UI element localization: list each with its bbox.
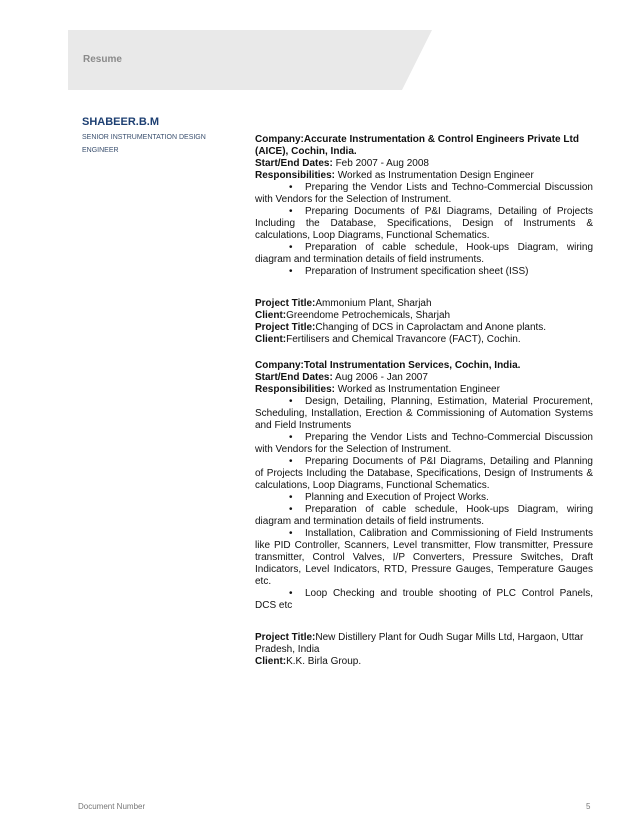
list-item: • Preparation of Instrument specification sheet (ISS) (289, 266, 529, 277)
experience-column (255, 134, 593, 668)
list-item: • Preparation of cable schedule, Hook-ups Diagram, wiring diagram and termination details of field instruments. (255, 242, 593, 265)
list-item: • Installation, Calibration and Commissioning of Field Instruments like PID Controller, Scanners, Level transmitter, Flow transmitter, Pressure transmitter, Control Valves, I/P Converters, Pressure Switches, Draft Indicators, Level Indicators, RTD, Pressure Gauges, Temperature Gauges etc. (255, 528, 593, 587)
job1-dates: Start/End Dates: Feb 2007 - Aug 2008 (255, 158, 429, 169)
footer-page-number: 5 (586, 802, 591, 811)
footer-document-number: Document Number (78, 802, 146, 811)
job1-bullet-list (255, 182, 593, 278)
list-item: • Loop Checking and trouble shooting of PLC Control Panels, DCS etc (255, 588, 593, 611)
list-item: • Design, Detailing, Planning, Estimation, Material Procurement, Scheduling, Installation, Erection & Commissioning of Automation Systems and Field Instruments (255, 396, 593, 431)
banner-title: Resume (83, 54, 122, 65)
job2-dates: Start/End Dates: Aug 2006 - Jan 2007 (255, 372, 428, 383)
list-item: • Preparing the Vendor Lists and Techno-Commercial Discussion with Vendors for the Selection of Instrument. (255, 432, 593, 455)
job1-project1-title: Project Title:Ammonium Plant, Sharjah (255, 298, 432, 309)
resume-banner (68, 30, 432, 90)
job1-project2-client: Client:Fertilisers and Chemical Travancore (FACT), Cochin. (255, 334, 521, 345)
list-item: • Preparing Documents of P&I Diagrams, Detailing and Planning of Projects Including the Database, Specifications, Design of Instruments & calculations, Loop Diagrams, Functional Schematics. (255, 456, 593, 491)
candidate-role: SENIOR INSTRUMENTATION DESIGN ENGINEER (82, 134, 206, 154)
job1-project2-title: Project Title:Changing of DCS in Caprolactam and Anone plants. (255, 322, 547, 333)
list-item: • Planning and Execution of Project Works. (289, 492, 489, 503)
list-item: • Preparing the Vendor Lists and Techno-Commercial Discussion with Vendors for the Selection of Instrument. (255, 182, 593, 205)
list-item: • Preparation of cable schedule, Hook-ups Diagram, wiring diagram and termination details of field instruments. (255, 504, 593, 527)
job2-responsibilities: Responsibilities: Worked as Instrumentation Engineer (255, 384, 500, 395)
job1-responsibilities: Responsibilities: Worked as Instrumentation Design Engineer (255, 170, 534, 181)
candidate-name: SHABEER.B.M (82, 116, 160, 128)
job2-bullet-list (255, 396, 593, 612)
job2-project-title: Project Title:New Distillery Plant for Oudh Sugar Mills Ltd, Hargaon, Uttar Pradesh, India (255, 632, 584, 655)
job1-company: Company:Accurate Instrumentation & Control Engineers Private Ltd (AICE), Cochin, India. (255, 134, 579, 157)
job2-project-client: Client:K.K. Birla Group. (255, 656, 362, 667)
job1-project1-client: Client:Greendome Petrochemicals, Sharjah (255, 310, 451, 321)
job2-company: Company:Total Instrumentation Services, Cochin, India. (255, 360, 521, 371)
banner-shape (68, 30, 432, 90)
list-item: • Preparing Documents of P&I Diagrams, Detailing of Projects Including the Database, Specifications, Design of Instruments & calculations, Loop Diagrams, Functional Schematics. (255, 206, 593, 241)
